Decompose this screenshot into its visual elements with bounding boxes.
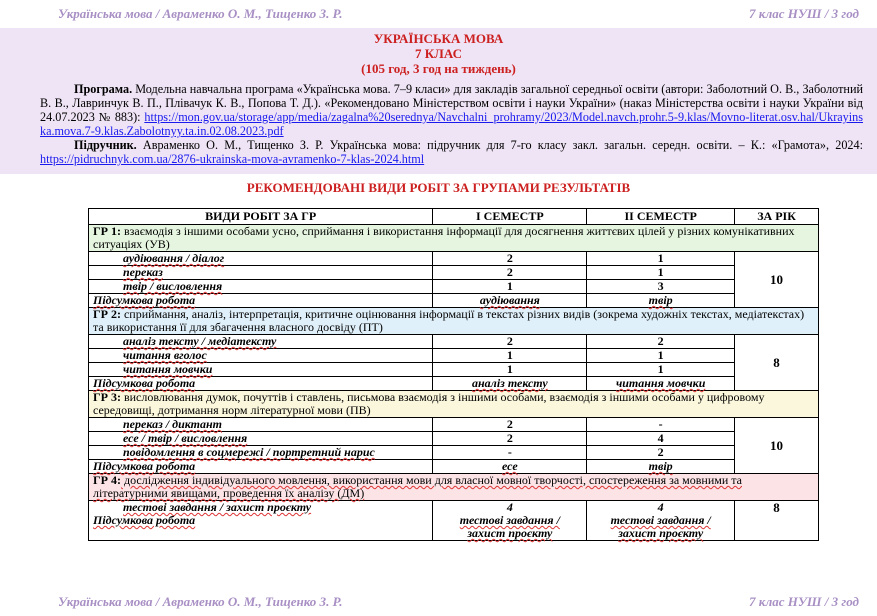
group-4-header-row (89, 474, 819, 501)
textbook-paragraph (40, 138, 863, 166)
final-work-row (89, 377, 819, 391)
header-semester-1: І СЕМЕСТР (433, 209, 587, 225)
title-subject: УКРАЇНСЬКА МОВА (373, 31, 504, 46)
textbook-label: Підручник. (74, 138, 137, 152)
program-label: Програма. (74, 82, 133, 96)
work-name: твір / висловлення (123, 279, 223, 293)
semester-1-count: 2 (433, 266, 587, 280)
table-row (89, 335, 819, 349)
work-name: аудіювання / діалог (123, 251, 225, 265)
table-row (89, 252, 819, 266)
group-2-description (89, 308, 819, 335)
title-hours: (105 год, 3 год на тиждень) (361, 61, 516, 76)
semester-2-count: 2 (587, 446, 735, 460)
table-row (89, 349, 819, 363)
running-footer-right: 7 клас НУШ / 3 год (748, 594, 859, 609)
running-footer-left: Українська мова / Авраменко О. М., Тищенко З. Р. (58, 594, 343, 609)
info-band (0, 28, 877, 174)
final-work-semester-1: есе (502, 459, 518, 473)
semester-1-count: 4 (506, 500, 513, 514)
work-name: читання вголос (123, 348, 207, 362)
semester-2-count: - (587, 418, 735, 432)
work-name: аналіз тексту / медіатексту (123, 334, 277, 348)
program-text: Модельна навчальна програма «Українська мова. 7–9 класи» для закладів загальної середньої освіти (автори: Заболотний О. В., Заболотний В. В., Лавринчук В. П., Плівачук К. В., Попова Т. Д.). «Рекомендовано Міністерством освіти і науки України» (наказ Міністерства освіти і науки України від 24.07.2023 № 883): (40, 82, 863, 124)
running-footer (0, 588, 877, 612)
semester-2-count: 2 (587, 335, 735, 349)
textbook-text: Авраменко О. М., Тищенко З. Р. Українська мова: підручник для 7-го класу закл. загальн. середн. освіти. – К.: «Грамота», 2024: (136, 138, 863, 152)
final-work-semester-1: аудіювання (479, 293, 540, 307)
final-work-semester-1: тестові завдання / захист проєкту (459, 513, 560, 540)
group-4-description (89, 474, 819, 501)
final-work-label: Підсумкова робота (93, 513, 196, 527)
final-work-label: Підсумкова робота (93, 459, 196, 473)
group-3-year-total: 10 (735, 418, 819, 474)
group-1-header-row (89, 225, 819, 252)
group-1-code: ГР 1: (93, 224, 121, 238)
group-3-code: ГР 3: (93, 390, 121, 404)
group-2-code: ГР 2: (93, 307, 121, 321)
final-work-semester-2: твір (648, 293, 673, 307)
section-title: РЕКОМЕНДОВАНІ ВИДИ РОБІТ ЗА ГРУПАМИ РЕЗУЛЬТАТІВ (246, 180, 631, 195)
semester-1-count: 2 (433, 432, 587, 446)
work-name: переказ / диктант (123, 417, 223, 431)
running-header (0, 0, 877, 24)
final-work-semester-2: тестові завдання / захист проєкту (610, 513, 711, 540)
program-paragraph (40, 82, 863, 138)
group-3-header-row (89, 391, 819, 418)
program-link[interactable]: https://mon.gov.ua/storage/app/media/zagalna%20serednya/Navchalni_prohramy/2023/Model.navch.prohr.5-9.klas/Movno-literat.osv.hal/Ukrayinska.mova.7-9.klas.Zabolotnyy.ta.in.02.08.2023.pdf (40, 110, 863, 138)
running-header-right: 7 клас НУШ / 3 год (748, 6, 859, 21)
table-row (89, 418, 819, 432)
semester-2-count: 3 (587, 280, 735, 294)
final-work-semester-1: аналіз тексту (472, 376, 548, 390)
final-work-label: Підсумкова робота (93, 376, 196, 390)
work-name: повідомлення в соцмережі / портретний нарис (123, 445, 375, 459)
title-grade: 7 КЛАС (415, 46, 462, 61)
semester-1-count: - (433, 446, 587, 460)
group-2-year-total: 8 (735, 335, 819, 391)
work-name: читання мовчки (123, 362, 213, 376)
group-3-text: висловлювання думок, почуттів і ставлень, письмова взаємодія з іншими особами, взаємодія з іншими особами у цифровому середовищі, дотримання норм літературної мови (ПВ) (93, 390, 765, 417)
textbook-link[interactable]: https://pidruchnyk.com.ua/2876-ukrainska-mova-avramenko-7-klas-2024.html (40, 152, 425, 166)
final-work-semester-2: твір (648, 459, 673, 473)
semester-2-count: 4 (587, 432, 735, 446)
semester-2-count: 4 (657, 500, 664, 514)
semester-1-count: 1 (433, 363, 587, 377)
work-types-table (88, 208, 819, 541)
semester-1-count: 2 (433, 335, 587, 349)
group-1-description (89, 225, 819, 252)
group-4-row (89, 501, 819, 541)
final-work-semester-2: читання мовчки (615, 376, 706, 390)
group-4-year-total: 8 (735, 501, 819, 541)
final-work-row (89, 460, 819, 474)
semester-1-count: 2 (433, 418, 587, 432)
group-2-text: сприймання, аналіз, інтерпретація, критичне оцінювання інформації в текстах різних видів (зокрема художніх текстах, медіатекстах) та використання її для збагачення власного досвіду (ПТ) (93, 307, 805, 334)
table-row (89, 266, 819, 280)
group-3-description (89, 391, 819, 418)
semester-1-count: 2 (433, 252, 587, 266)
table-row (89, 446, 819, 460)
semester-2-count: 1 (587, 363, 735, 377)
group-4-text: дослідження індивідуального мовлення, використання мови для власної мовної творчості, спостереження за мовними та літературними явищами, проведення їх аналізу (ДМ) (93, 473, 743, 500)
header-semester-2: ІІ СЕМЕСТР (587, 209, 735, 225)
semester-2-count: 1 (587, 266, 735, 280)
table-row (89, 363, 819, 377)
semester-2-count: 1 (587, 252, 735, 266)
group-4-code: ГР 4: (93, 473, 121, 487)
final-work-row (89, 294, 819, 308)
table-header-row (89, 209, 819, 225)
work-name: переказ (123, 265, 163, 279)
final-work-label: Підсумкова робота (93, 293, 196, 307)
header-work-types: ВИДИ РОБІТ ЗА ГР (89, 209, 433, 225)
semester-2-count: 1 (587, 349, 735, 363)
table-row (89, 280, 819, 294)
group-1-year-total: 10 (735, 252, 819, 308)
work-name: есе / твір / висловлення (123, 431, 248, 445)
group-2-header-row (89, 308, 819, 335)
table-row (89, 432, 819, 446)
semester-1-count: 1 (433, 280, 587, 294)
group-1-text: взаємодія з іншими особами усно, сприймання і використання інформації для досягнення життєвих цілей у різних комунікативних ситуаціях (УВ) (93, 224, 795, 251)
document-title (0, 31, 877, 76)
running-header-left: Українська мова / Авраменко О. М., Тищенко З. Р. (58, 6, 343, 21)
work-name: тестові завдання / захист проєкту (123, 500, 312, 514)
semester-1-count: 1 (433, 349, 587, 363)
header-year: ЗА РІК (735, 209, 819, 225)
